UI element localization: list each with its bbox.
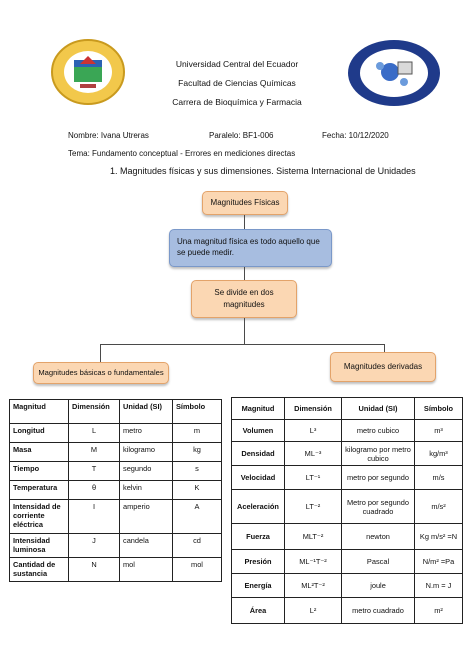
connector <box>384 344 385 352</box>
cell: mol <box>120 558 173 582</box>
connector <box>100 344 385 345</box>
header-cell: Dimensión <box>285 398 342 420</box>
definition-node: Una magnitud física es todo aquello que se puede medir. <box>169 229 332 267</box>
header-cell: Símbolo <box>173 400 222 424</box>
cell: Presión <box>232 550 285 574</box>
table-row <box>10 443 222 462</box>
cell: Intensidad de corriente eléctrica <box>10 500 69 534</box>
connector <box>244 215 245 229</box>
cell: m/s² <box>415 490 463 524</box>
cell: m <box>173 424 222 443</box>
table-row <box>10 481 222 500</box>
header-cell: Unidad (SI) <box>120 400 173 424</box>
cell: metro cubico <box>342 420 415 442</box>
cell: kg/m³ <box>415 442 463 466</box>
cell: Metro por segundo cuadrado <box>342 490 415 524</box>
topic: Tema: Fundamento conceptual - Errores en mediciones directas <box>68 149 296 158</box>
header-cell: Magnitud <box>10 400 69 424</box>
faculty-name: Facultad de Ciencias Químicas <box>178 78 296 88</box>
student-name: Nombre: Ivana Utreras <box>68 131 149 140</box>
cell: I <box>69 500 120 534</box>
table-row <box>232 442 463 466</box>
cell: L³ <box>285 420 342 442</box>
cell: LT⁻² <box>285 490 342 524</box>
basic-magnitudes-table <box>9 399 222 582</box>
cell: K <box>173 481 222 500</box>
cell: metro <box>120 424 173 443</box>
university-logo-left <box>50 38 126 106</box>
cell: Longitud <box>10 424 69 443</box>
cell: Temperatura <box>10 481 69 500</box>
table-row <box>232 598 463 624</box>
cell: ML⁻³ <box>285 442 342 466</box>
table-row <box>232 420 463 442</box>
cell: kilogramo <box>120 443 173 462</box>
root-node: Magnitudes Físicas <box>202 191 288 215</box>
table-row <box>232 550 463 574</box>
header-cell: Magnitud <box>232 398 285 420</box>
cell: mol <box>173 558 222 582</box>
cell: m/s <box>415 466 463 490</box>
table-row <box>10 462 222 481</box>
table-row <box>232 524 463 550</box>
header-cell: Unidad (SI) <box>342 398 415 420</box>
cell: Aceleración <box>232 490 285 524</box>
table-row <box>10 424 222 443</box>
cell: m² <box>415 598 463 624</box>
derived-magnitudes-table <box>231 397 463 624</box>
cell: Densidad <box>232 442 285 466</box>
cell: N/m² =Pa <box>415 550 463 574</box>
cell: MLT⁻² <box>285 524 342 550</box>
cell: N <box>69 558 120 582</box>
derived-magnitudes-node: Magnitudes derivadas <box>330 352 436 382</box>
cell: amperio <box>120 500 173 534</box>
cell: Pascal <box>342 550 415 574</box>
date: Fecha: 10/12/2020 <box>322 131 389 140</box>
cell: m³ <box>415 420 463 442</box>
cell: Intensidad luminosa <box>10 534 69 558</box>
cell: kelvin <box>120 481 173 500</box>
class-section: Paralelo: BF1-006 <box>209 131 274 140</box>
cell: kilogramo por metro cubico <box>342 442 415 466</box>
cell: L <box>69 424 120 443</box>
connector <box>244 267 245 280</box>
table-row <box>232 490 463 524</box>
cell: Volumen <box>232 420 285 442</box>
divides-node: Se divide en dos magnitudes <box>191 280 297 318</box>
cell: kg <box>173 443 222 462</box>
basic-magnitudes-node: Magnitudes básicas o fundamentales <box>33 362 169 384</box>
table-row <box>232 466 463 490</box>
cell: J <box>69 534 120 558</box>
cell: M <box>69 443 120 462</box>
cell: A <box>173 500 222 534</box>
cell: L² <box>285 598 342 624</box>
header-cell: Dimensión <box>69 400 120 424</box>
cell: newton <box>342 524 415 550</box>
cell: Velocidad <box>232 466 285 490</box>
cell: candela <box>120 534 173 558</box>
cell: Kg m/s² =N <box>415 524 463 550</box>
table-header-row <box>10 400 222 424</box>
cell: s <box>173 462 222 481</box>
cell: segundo <box>120 462 173 481</box>
career-name: Carrera de Bioquímica y Farmacia <box>172 97 302 107</box>
cell: joule <box>342 574 415 598</box>
table-row <box>10 500 222 534</box>
cell: Energía <box>232 574 285 598</box>
cell: T <box>69 462 120 481</box>
cell: ML⁻¹T⁻² <box>285 550 342 574</box>
cell: ML²T⁻² <box>285 574 342 598</box>
cell: cd <box>173 534 222 558</box>
cell: metro por segundo <box>342 466 415 490</box>
cell: Área <box>232 598 285 624</box>
cell: Tiempo <box>10 462 69 481</box>
table-row <box>232 574 463 598</box>
cell: θ <box>69 481 120 500</box>
connector <box>100 344 101 362</box>
cell: Masa <box>10 443 69 462</box>
table-row <box>10 534 222 558</box>
university-name: Universidad Central del Ecuador <box>175 59 299 69</box>
cell: Cantidad de sustancia <box>10 558 69 582</box>
section-heading: 1. Magnitudes físicas y sus dimensiones. Sistema Internacional de Unidades <box>110 166 416 176</box>
cell: LT⁻¹ <box>285 466 342 490</box>
table-row <box>10 558 222 582</box>
header-cell: Símbolo <box>415 398 463 420</box>
cell: Fuerza <box>232 524 285 550</box>
cell: metro cuadrado <box>342 598 415 624</box>
connector <box>244 318 245 344</box>
cell: N.m = J <box>415 574 463 598</box>
table-header-row <box>232 398 463 420</box>
